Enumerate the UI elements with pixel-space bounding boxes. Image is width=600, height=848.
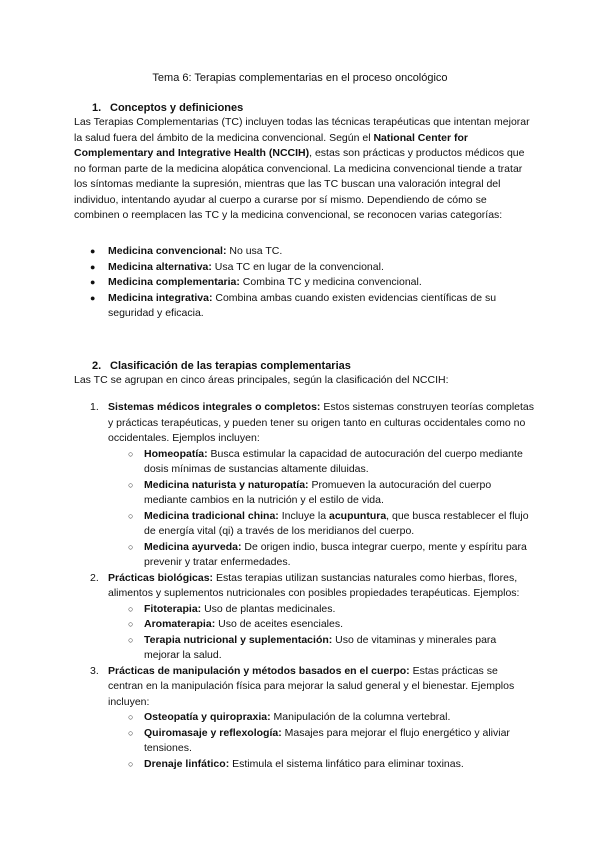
example-term: Medicina ayurveda:: [144, 540, 242, 553]
bullet-icon: ●: [90, 246, 96, 256]
example-term: Medicina tradicional china:: [144, 509, 279, 522]
example-bold: acupuntura: [328, 509, 387, 522]
example-term: Fitoterapia:: [144, 602, 202, 615]
category-term: Medicina complementaria:: [108, 276, 240, 288]
circle-bullet-icon: ○: [128, 603, 134, 614]
area-desc: Estas terapias utilizan sustancias naturales como hierbas, flores, alimentos y suplementos nutricionales con posibles propiedades terapéuticas. Ejemplos:: [108, 571, 520, 599]
example-term: Terapia nutricional y suplementación:: [144, 633, 333, 646]
example-desc-rest: , que busca restablecer el flujo de energía vital (qi) a través de los meridianos del cuerpo.: [144, 509, 529, 537]
examples-list: [108, 710, 534, 772]
section-2-intro: Las TC se agrupan en cinco áreas principales, según la clasificación del NCCIH:: [74, 374, 449, 386]
example-term: Aromaterapia:: [144, 618, 216, 630]
section-1-title: Conceptos y definiciones: [110, 102, 244, 114]
example-term: Osteopatía y quiropraxia:: [144, 711, 271, 723]
section-1-number: 1.: [92, 102, 102, 114]
example-desc: Busca estimular la capacidad de autocuración del cuerpo mediante dosis mínimas de sustancias altamente diluidas.: [144, 447, 523, 475]
area-term: Prácticas de manipulación y métodos basados en el cuerpo:: [108, 664, 410, 677]
category-desc: No usa TC.: [226, 245, 283, 257]
circle-bullet-icon: ○: [128, 712, 134, 722]
example-desc: De origen indio, busca integrar cuerpo, mente y espíritu para prevenir y tratar enfermedades.: [144, 540, 527, 568]
list-item: [108, 757, 534, 773]
example-desc: Masajes para mejorar el flujo energético y aliviar tensiones.: [144, 726, 510, 754]
circle-bullet-icon: ○: [128, 619, 134, 629]
section-2-title: Clasificación de las terapias complementarias: [110, 360, 351, 372]
example-desc: Uso de aceites esenciales.: [215, 618, 344, 630]
area-term: Sistemas médicos integrales o completos:: [108, 401, 321, 413]
circle-bullet-icon: ○: [128, 510, 134, 521]
example-desc: Promueven la autocuración del cuerpo mediante cambios en la nutrición y el estilo de vida.: [144, 478, 492, 506]
category-term: Medicina integrativa:: [108, 291, 213, 304]
list-item: [108, 447, 534, 478]
list-item: [74, 260, 534, 276]
area-desc: Estas prácticas se centran en la manipulación física para mejorar la salud general y el bienestar. Ejemplos incluyen:: [108, 664, 515, 708]
area-number: 3.: [90, 664, 99, 677]
paragraph-text-rest: , estas son prácticas y productos médicos que no forman parte de la medicina alopática convencional. La medicina convencional tiende a tratar los síntomas mediante la supresión, mientras que las TC buscan una valoración integral del individuo, intentando ayudar al cuerpo a curarse por sí mismo. Dependiendo de cómo se combinen o reemplacen las TC y la medicina convencional, se reconocen varias categorías:: [74, 147, 525, 221]
circle-bullet-icon: ○: [128, 758, 134, 769]
section-2-heading: [92, 359, 351, 373]
list-item: [108, 509, 534, 540]
nccih-name: National Center for Complementary and Integrative Health (NCCIH): [74, 131, 468, 159]
category-desc: Combina TC y medicina convencional.: [239, 276, 422, 288]
example-term: Quiromasaje y reflexología:: [144, 726, 282, 739]
list-item: [74, 400, 534, 571]
document-title: Tema 6: Terapias complementarias en el proceso oncológico: [152, 72, 448, 84]
list-item: [108, 602, 534, 618]
bullet-icon: ●: [90, 277, 96, 287]
list-item: [74, 291, 534, 322]
list-item: [108, 617, 534, 633]
circle-bullet-icon: ○: [128, 541, 134, 552]
bullet-icon: ●: [90, 292, 96, 303]
circle-bullet-icon: ○: [128, 634, 134, 645]
example-desc: Estimula el sistema linfático para eliminar toxinas.: [229, 757, 464, 770]
section-1-paragraph: [74, 115, 534, 224]
circle-bullet-icon: ○: [128, 727, 134, 738]
list-item: [108, 633, 534, 664]
section-1-heading: [92, 101, 243, 115]
category-term: Medicina convencional:: [108, 245, 227, 257]
category-desc: Combina ambas cuando existen evidencias científicas de su seguridad y eficacia.: [108, 291, 497, 319]
area-number: 2.: [90, 571, 99, 584]
list-item: [74, 275, 534, 291]
list-item: [108, 726, 534, 757]
list-item: [74, 664, 534, 773]
categories-list: [74, 244, 534, 322]
list-item: [108, 710, 534, 726]
list-item: [74, 571, 534, 664]
circle-bullet-icon: ○: [128, 448, 134, 459]
areas-list: [74, 400, 534, 772]
example-desc: Manipulación de la columna vertebral.: [270, 711, 451, 723]
area-number: 1.: [90, 401, 99, 413]
circle-bullet-icon: ○: [128, 479, 134, 490]
area-term: Prácticas biológicas:: [108, 571, 214, 584]
example-term: Homeopatía:: [144, 447, 208, 460]
example-desc: Uso de vitaminas y minerales para mejorar la salud.: [144, 633, 497, 661]
list-item: [108, 540, 534, 571]
example-desc: Uso de plantas medicinales.: [201, 602, 336, 615]
example-term: Medicina naturista y naturopatía:: [144, 478, 309, 491]
examples-list: [108, 602, 534, 664]
examples-list: [108, 447, 534, 571]
area-desc: Estos sistemas construyen teorías completas y prácticas terapéuticas, y pueden tener su origen tanto en culturas occidentales como no occidentales. Ejemplos incluyen:: [108, 401, 534, 444]
bullet-icon: ●: [90, 261, 96, 272]
example-desc: Incluye la: [278, 509, 329, 522]
list-item: [108, 478, 534, 509]
example-term: Drenaje linfático:: [144, 757, 230, 770]
section-2-number: 2.: [92, 360, 102, 372]
category-desc: Usa TC en lugar de la convencional.: [211, 260, 384, 273]
paragraph-text: Las Terapias Complementarias (TC) incluyen todas las técnicas terapéuticas que intentan mejorar la salud fuera del ámbito de la medicina convencional. Según el: [74, 116, 530, 144]
list-item: [74, 244, 534, 260]
category-term: Medicina alternativa:: [108, 260, 212, 273]
